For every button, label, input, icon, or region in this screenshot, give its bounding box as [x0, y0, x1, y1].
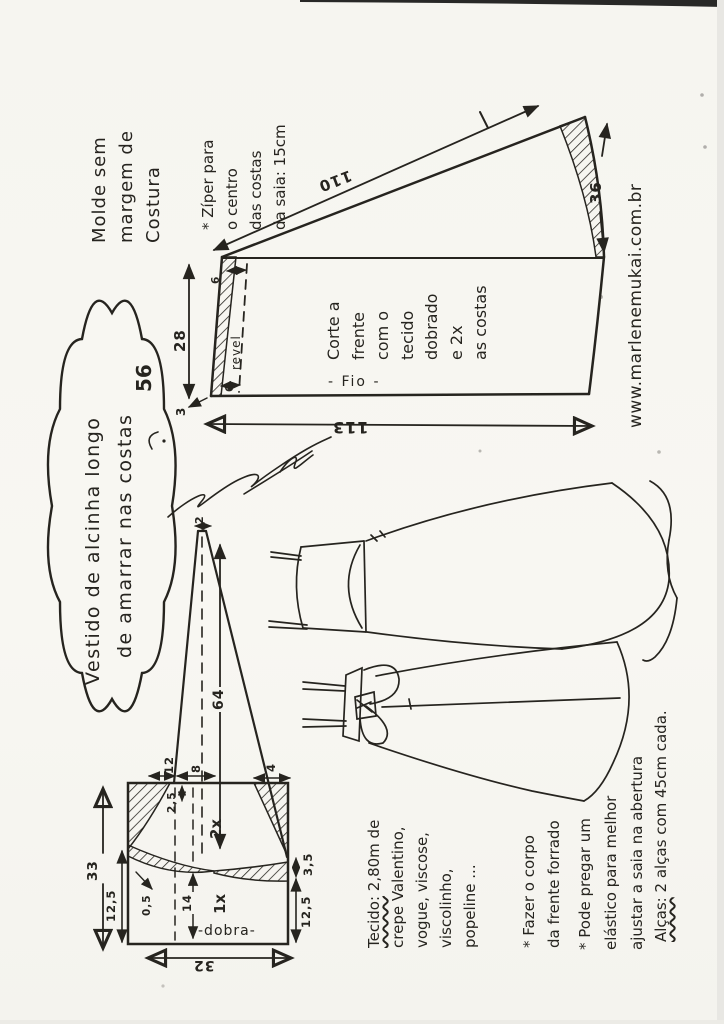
- dim-skirt-waist-28: 28: [171, 329, 189, 352]
- dim-bodice-seam-2-5: 2,5: [166, 791, 178, 813]
- dim-skirt-hem-36: 36: [587, 181, 605, 204]
- cut-2x-label: 2x: [207, 818, 225, 839]
- facing-line-label: revel: [229, 335, 243, 370]
- dim-bodice-top-12: 12: [162, 755, 176, 774]
- skirt-cutting-note: [322, 285, 494, 360]
- dim-skirt-top-offset-6: 6: [210, 275, 222, 284]
- note-line: com o: [373, 310, 392, 360]
- note-line: dobrado: [422, 293, 441, 360]
- dim-skirt-corner-3: 3: [174, 406, 188, 416]
- dim-bodice-right-12-5: 12,5: [299, 895, 313, 928]
- note-zipper: [196, 124, 292, 230]
- straps-label: Alças:: [652, 897, 670, 942]
- dim-strap-length-64: 64: [211, 688, 227, 710]
- fabric-label: Tecido:: [365, 895, 383, 948]
- grainline-label: - Fio -: [328, 374, 381, 390]
- note-lining: [517, 820, 567, 948]
- note-line: margem de: [116, 130, 137, 243]
- website-url: www.marlenemukai.com.br: [626, 183, 646, 428]
- straps-detail: 2 alças com 45cm cada.: [652, 710, 670, 898]
- title-cloud-outline: [48, 301, 176, 712]
- dim-bodice-left-12-5: 12,5: [104, 889, 118, 922]
- note-line: Corte a: [324, 301, 343, 360]
- note-line: [362, 820, 386, 948]
- dim-bodice-height-33: 33: [85, 860, 101, 881]
- note-elastic: [572, 756, 650, 950]
- fold-label: -dobra-: [198, 923, 256, 939]
- note-fabric: [362, 820, 482, 948]
- note-line: as costas: [471, 285, 490, 360]
- note-line: Molde sem: [89, 136, 110, 243]
- note-line: * Pode pregar um: [576, 818, 594, 950]
- note-straps: [652, 710, 671, 942]
- note-line: * Fazer o corpo: [520, 835, 538, 948]
- dress-front-sketch: [269, 483, 669, 649]
- dim-strap-tip-2: 2: [193, 515, 206, 524]
- dim-bodice-gap-0-5: 0,5: [141, 894, 153, 916]
- dim-bodice-top-4: 4: [264, 762, 278, 772]
- note-line: ajustar a saia na abertura: [628, 755, 646, 950]
- pattern-title-line2: de amarrar nas costas: [114, 413, 136, 658]
- note-line: vogue, viscose,: [413, 832, 431, 948]
- note-line: elástico para melhor: [602, 795, 620, 950]
- fabric-amount: 2,80m de: [365, 819, 383, 896]
- note-line: o centro: [223, 168, 241, 230]
- dim-bodice-center-14: 14: [180, 893, 194, 912]
- note-line: da frente forrado: [545, 820, 563, 948]
- dim-skirt-diagonal-110: 110: [315, 166, 355, 196]
- cut-1x-label: 1x: [211, 893, 229, 914]
- note-line: das costas: [247, 150, 265, 230]
- note-line: frente: [348, 312, 368, 360]
- dim-skirt-bottom-113: 113: [332, 418, 369, 437]
- note-line: viscolinho,: [437, 868, 455, 948]
- dim-bodice-width-32: 32: [193, 957, 215, 973]
- dim-bodice-band-3-5: 3,5: [301, 852, 315, 876]
- note-line: e 2x: [446, 325, 466, 360]
- note-line: [652, 710, 671, 942]
- note-no-seam-allowance: [86, 130, 167, 243]
- note-line: Costura: [143, 166, 164, 243]
- note-line: popeline ...: [461, 864, 479, 948]
- pattern-title-line1: Vestido de alcinha longo: [82, 416, 104, 685]
- note-line: tecido: [397, 310, 417, 360]
- note-line: * Zíper para: [199, 139, 217, 230]
- dim-skirt-bottom-offset-6: 6: [224, 383, 236, 392]
- dim-bodice-top-8: 8: [189, 763, 203, 773]
- note-line: da saia: 15cm: [271, 124, 289, 230]
- note-line: crepe Valentino,: [389, 826, 407, 948]
- pattern-size: 56: [132, 364, 156, 392]
- annotation-brace: [643, 481, 677, 661]
